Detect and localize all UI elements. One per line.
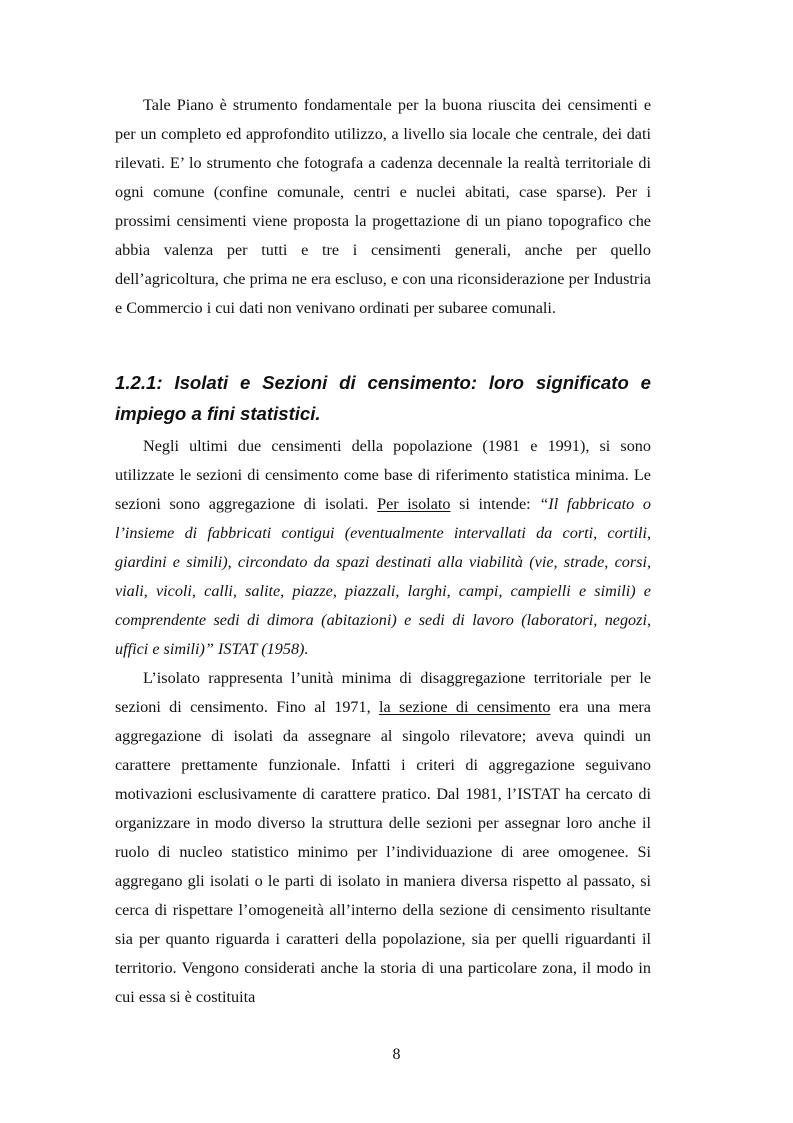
term-sezione-di-censimento: la sezione di censimento: [378, 698, 551, 716]
paragraph-piano-topografico: Tale Piano è strumento fondamentale per la buona riuscita dei censimenti e per un completo ed approfondito utilizzo, a livello sia locale che centrale, dei dati rilevati. E’ lo strumento che fotografa a cadenza decennale la realtà territoriale di ogni comune (confine comunale, centri e nuclei abitati, case sparse). Per i prossimi censimenti viene proposta la progettazione di un piano topografico che abbia valenza per tutti e tre i censimenti generali, anche per quello dell’agricoltura, che prima ne era escluso, e con una riconsiderazione per Industria e Commercio i cui dati non venivano ordinati per subaree comunali.: [115, 96, 651, 317]
paragraph-text: L’isolato rappresenta l’unità minima di disaggregazione territoriale per le sezioni di censimento. Fino al 1971,: [115, 669, 651, 716]
term-per-isolato: Per isolato: [377, 495, 451, 513]
istat-definition-quote: “Il fabbricato o l’insieme di fabbricati contigui (eventualmente intervallati da corti, cortili, giardini e simili), circondato da spazi destinati alla viabilità (vie, strade, corsi, viali, vicoli, calli, salite, piazze, piazzali, larghi, campi, campielli e simili) e comprendente sedi di dimora (abitazioni) e sedi di lavoro (laboratori, negozi, uffici e simili)” ISTAT (1958).: [115, 495, 651, 658]
document-page: [115, 91, 651, 1012]
paragraph-text: si intende:: [450, 495, 540, 513]
section-heading: 1.2.1: Isolati e Sezioni di censimento: loro significato e impiego a fini statistici.: [115, 372, 651, 424]
paragraph-isolato-unita-minima: [115, 664, 651, 1012]
page-number: 8: [392, 1046, 401, 1063]
paragraph-text: Negli ultimi due censimenti della popolazione (1981 e 1991), si sono utilizzate le sezioni di censimento come base di riferimento statistica minima. Le sezioni sono aggregazione di isolati.: [115, 437, 651, 513]
paragraph-text: era una mera aggregazione di isolati da assegnare al singolo rilevatore; aveva quindi un carattere prettamente funzionale. Infatti i criteri di aggregazione seguivano motivazioni esclusivamente di carattere pratico. Dal 1981, l’ISTAT ha cercato di organizzare in modo diverso la struttura delle sezioni per assegnar loro anche il ruolo di nucleo statistico minimo per l’individuazione di aree omogenee. Si aggregano gli isolati o le parti di isolato in maniera diversa rispetto al passato, si cerca di rispettare l’omogeneità all’interno della sezione di censimento risultante sia per quanto riguarda i caratteri della popolazione, sia per quelli riguardanti il territorio. Vengono considerati anche la storia di una particolare zona, il modo in cui essa si è costituita: [115, 698, 651, 1006]
paragraph-sezioni-censimento: [115, 432, 651, 664]
